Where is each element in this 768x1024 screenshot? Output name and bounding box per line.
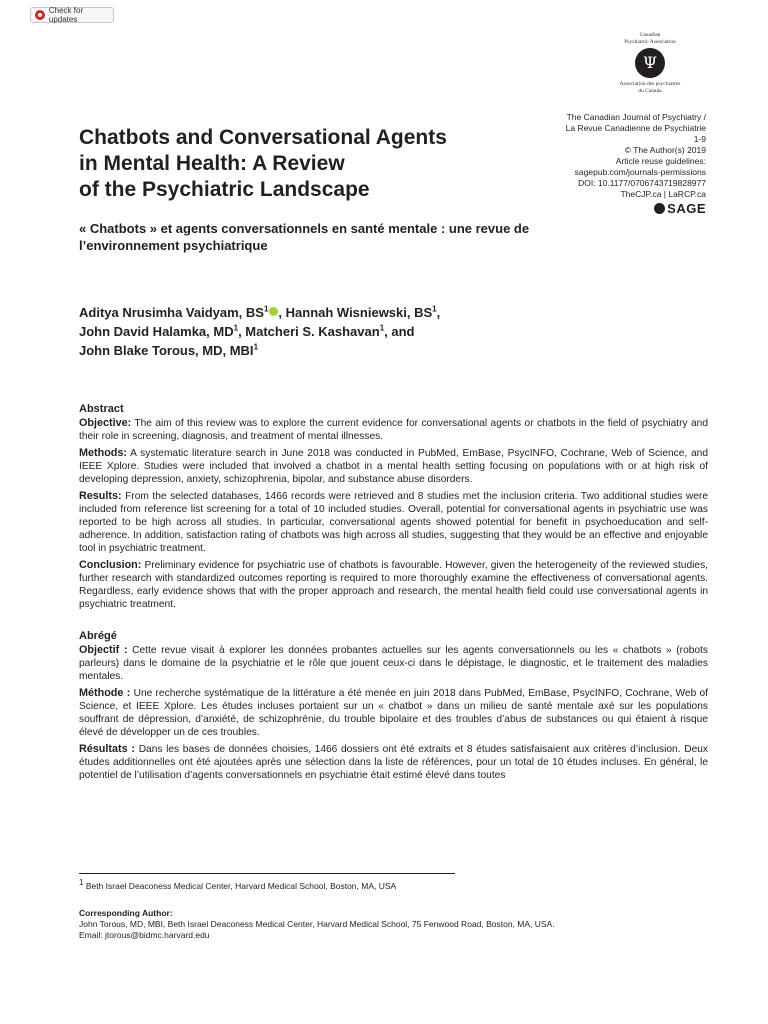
abstract-objective [79,417,708,443]
publisher-logo [616,32,684,94]
footnote-text: Beth Israel Deaconess Medical Center, Harvard Medical School, Boston, MA, USA [83,881,397,891]
logo-bottom-text-1: Association des psychiatres [619,81,681,87]
objective-text: The aim of this review was to explore the current evidence for conversational agents or chatbots in the field of psychiatry and their role in screening, diagnosis, and treatment of mental illnesses. [79,418,708,442]
author-line-2 [79,322,549,341]
abrege-objectif [79,644,708,683]
sage-logo [526,203,706,214]
author-kashavan[interactable]: , Matcheri S. Kashavan [238,324,380,339]
french-title: « Chatbots » et agents conversationnels en santé mentale : une revue de l’environnement psychiatrique [79,221,530,253]
journal-urls[interactable]: TheCJP.ca | LaRCP.ca [620,189,706,199]
permissions-link[interactable]: sagepub.com/journals-permissions [574,167,706,177]
logo-bottom-text-2: du Canada [638,87,662,94]
corresponding-address: John Torous, MD, MBI, Beth Israel Deaconess Medical Center, Harvard Medical School, 75 Fenwood Road, Boston, MA, USA. [79,919,555,929]
logo-top-text-2: Psychiatric Association [624,38,676,45]
badge-label: Check for updates [48,6,84,24]
author-line-1 [79,303,549,322]
objective-label: Objective: [79,417,132,429]
journal-name: The Canadian Journal of Psychiatry / [566,112,706,122]
affiliation-sup: 1 [263,304,269,314]
author-wisniewski[interactable]: , Hannah Wisniewski, BS [278,305,433,320]
crossmark-icon [35,10,45,20]
footnote-divider [79,873,455,874]
check-for-updates-badge[interactable] [30,7,114,23]
footnote-sup: 1 [79,878,84,888]
journal-info [526,112,706,214]
corresponding-author [79,908,699,941]
affiliation-sup: 1 [379,323,385,333]
sage-icon [654,203,665,214]
author-list [79,303,549,360]
corresponding-email[interactable]: Email: jtorous@bidmc.harvard.edu [79,930,210,940]
doi[interactable]: DOI: 10.1177/0706743719828977 [578,178,706,188]
author-separator: , [436,305,441,320]
affiliation-sup: 1 [432,304,437,314]
copyright: © The Author(s) 2019 [624,145,706,155]
abstract-conclusion [79,559,708,611]
abstract-results [79,490,708,555]
corresponding-label: Corresponding Author: [79,908,173,918]
methods-text: A systematic literature search in June 2018 was conducted in PubMed, EmBase, PsycINFO, Cochrane, Web of Science, and IEEE Xplore. Studies were included that involved a chatbot in a mental health setting focusing on populations with or at high risk of developing depression, anxiety, schizophrenia, bipolar, and substance abuse disorders. [79,448,708,485]
journal-name-fr: La Revue Canadienne de Psychiatrie [565,123,706,133]
author-separator: , and [384,324,415,339]
reuse-label: Article reuse guidelines: [615,156,706,166]
resultats-label: Résultats : [79,743,136,755]
abrege-heading: Abrégé [79,630,117,642]
methode-text: Une recherche systématique de la littérature a été menée en juin 2018 dans PubMed, EmBase, PsycINFO, Cochrane, Web of Science, et IEEE Xplore. Les études incluses portaient sur un « chatbot » dans un milieu de santé mentale axé sur les populations souffrant de dépression, d’anxiété, de schizophrénie, du trouble bipolaire et des troubles d’abus de substances ou qui étaient à risque élevé de développer un de ces troubles. [79,688,708,738]
affiliation-sup: 1 [253,342,259,352]
logo-top-text-1: Canadian [639,32,661,38]
author-line-3 [79,341,549,360]
author-torous[interactable]: John Blake Torous, MD, MBI [79,343,254,358]
page-range: 1-9 [693,134,706,144]
methode-label: Méthode : [79,687,131,699]
abstract-section [79,403,708,786]
methods-label: Methods: [79,447,127,459]
conclusion-label: Conclusion: [79,559,142,571]
psi-seal-icon: Ψ [635,48,665,78]
author-halamka[interactable]: John David Halamka, MD [79,324,234,339]
results-label: Results: [79,490,122,502]
abstract-heading: Abstract [79,403,124,415]
title-line-2: in Mental Health: A Review [79,152,345,175]
abstract-methods [79,447,708,486]
abrege-methode [79,687,708,739]
objectif-label: Objectif : [79,644,128,656]
objectif-text: Cette revue visait à explorer les données probantes actuelles sur les agents conversationnels ou les « chatbots » (robots parleurs) dans le domaine de la psychiatrie et le rôle que jouent ceux-ci dans le dépistage, le diagnostic, et le traitement des maladies mentales. [79,645,708,682]
affiliation-footnote [79,878,699,892]
sage-label: SAGE [667,201,706,216]
article-title [79,125,499,203]
title-line-1: Chatbots and Conversational Agents [79,126,447,149]
author-vaidyam[interactable]: Aditya Nrusimha Vaidyam, BS [79,305,264,320]
affiliation-sup: 1 [233,323,239,333]
title-line-3: of the Psychiatric Landscape [79,178,370,201]
abrege-resultats [79,743,708,782]
resultats-text: Dans les bases de données choisies, 1466 dossiers ont été extraits et 8 études satisfaisaient aux critères d’inclusion. Deux études additionnelles ont été ajoutées après une sélection dans la liste de références, pour un total de 10 études incluses. En général, le potentiel de l’utilisation d’agents conversationnels en psychiatrie était estimé élevé dans toutes [79,744,708,781]
conclusion-text: Preliminary evidence for psychiatric use of chatbots is favourable. However, given the heterogeneity of the reviewed studies, further research with standardized outcomes reporting is required to more thoroughly examine the effectiveness of conversational agents. Regardless, early evidence shows that with the proper approach and research, the mental health field could use conversational agents in psychiatric treatment. [79,560,708,610]
results-text: From the selected databases, 1466 records were retrieved and 8 studies met the inclusion criteria. Two additional studies were included from reference list screening for a total of 10 included studies. Overall, potential for conversational agents in psychiatric use was reported to be high across all studies. In particular, conversational agents showed potential for benefit in psychoeducation and self-adherence. In addition, satisfaction rating of chatbots was high across all studies, suggesting that they would be an effective and enjoyable tool in psychiatric treatment. [79,491,708,554]
